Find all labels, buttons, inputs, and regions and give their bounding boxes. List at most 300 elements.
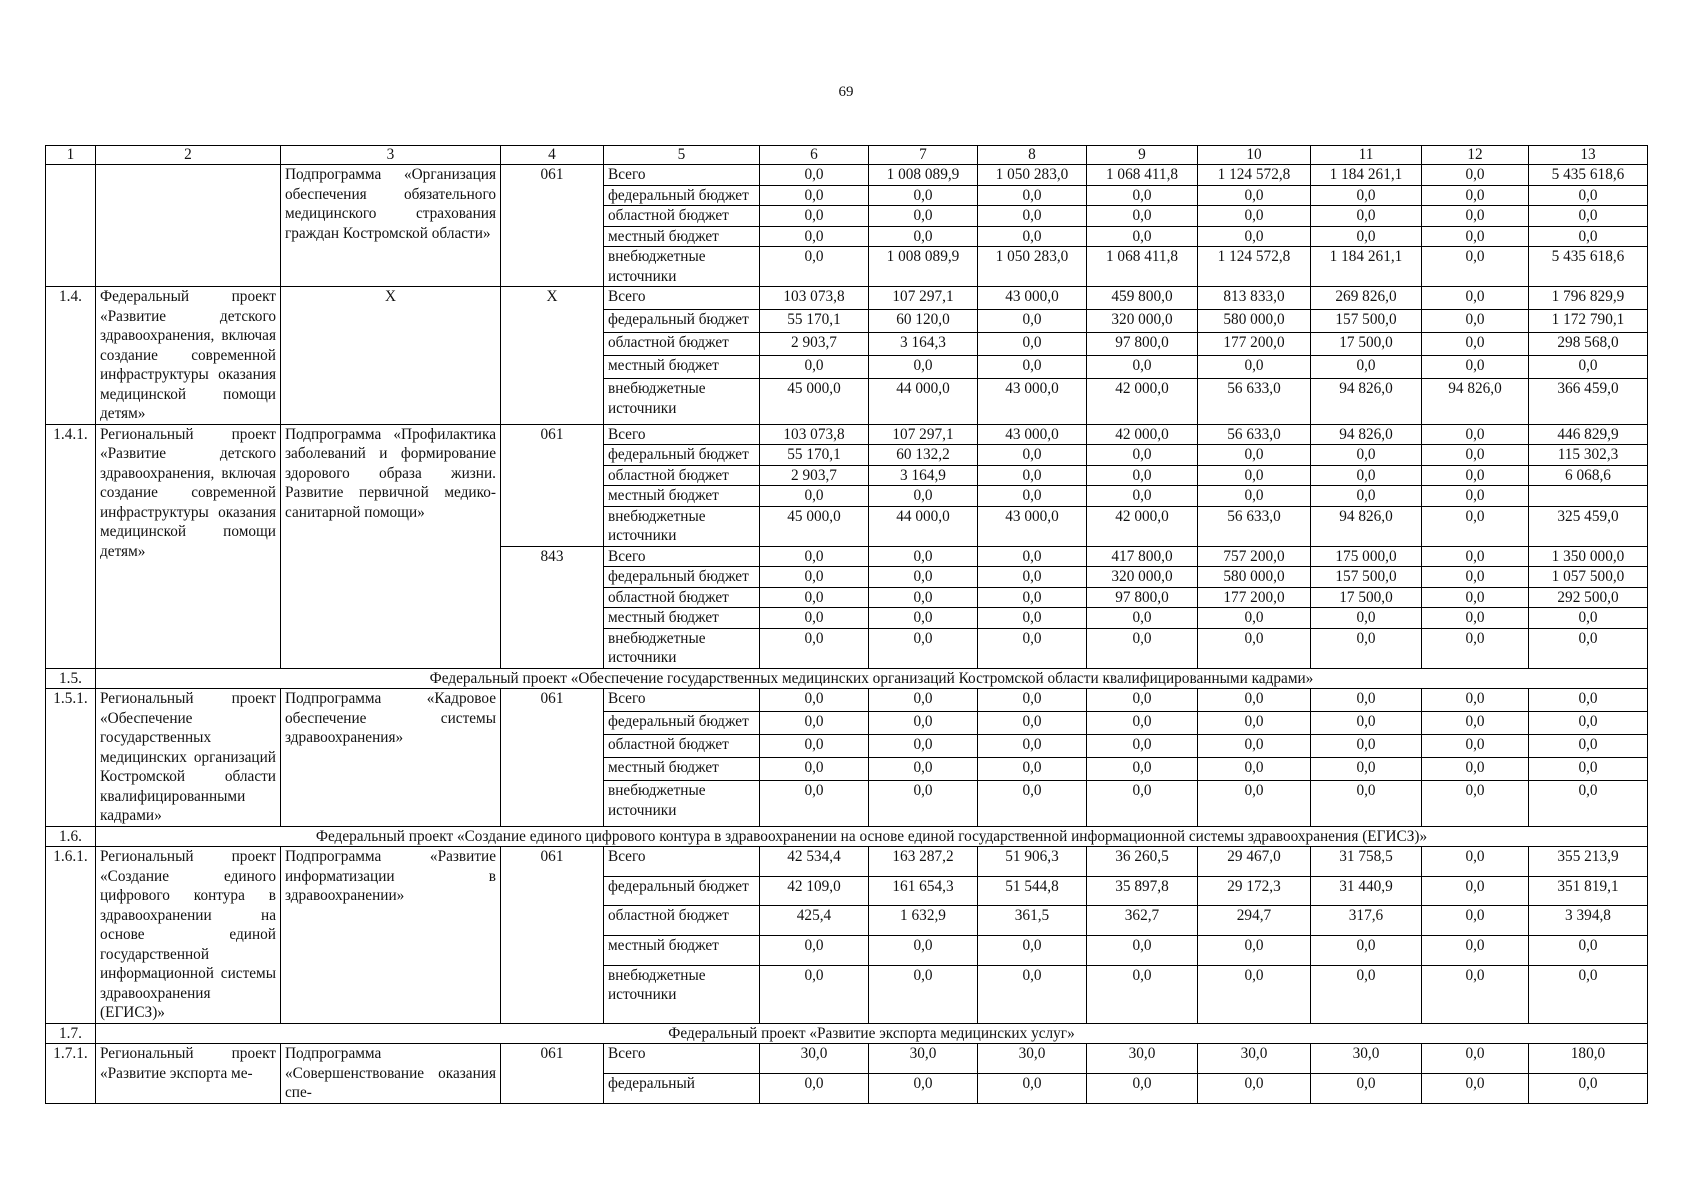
- table-cell: 94 826,0: [1422, 379, 1529, 424]
- table-cell: 17 500,0: [1311, 587, 1422, 608]
- table-cell: 0,0: [1087, 965, 1198, 1023]
- table-cell: 0,0: [760, 712, 869, 735]
- table-cell: 0,0: [1422, 876, 1529, 906]
- table-cell: 1 068 411,8: [1087, 165, 1198, 186]
- table-cell: 061: [501, 847, 604, 1024]
- table-cell: 0,0: [1422, 689, 1529, 712]
- table-cell: 1.7.1.: [46, 1044, 96, 1104]
- table-cell: внебюджетные источники: [604, 379, 760, 424]
- table-cell: 1.5.: [46, 668, 96, 689]
- table-cell: 0,0: [978, 310, 1087, 333]
- table-cell: 29 172,3: [1198, 876, 1311, 906]
- table-cell: федеральный бюджет: [604, 876, 760, 906]
- column-number: 13: [1529, 146, 1648, 165]
- column-number: 12: [1422, 146, 1529, 165]
- table-cell: 0,0: [869, 185, 978, 206]
- table-cell: 0,0: [760, 165, 869, 186]
- table-cell: 1 350 000,0: [1529, 546, 1648, 567]
- table-cell: 0,0: [1087, 206, 1198, 227]
- table-cell: 0,0: [1422, 424, 1529, 445]
- table-cell: 1 632,9: [869, 906, 978, 936]
- table-cell: 0,0: [978, 185, 1087, 206]
- table-cell: 1 184 261,1: [1311, 165, 1422, 186]
- table-cell: Федеральный проект «Развитие детского здравоохранения, включая создание современной инфраструктуры оказания медицинской помощи детям»: [96, 287, 281, 425]
- table-cell: 320 000,0: [1087, 310, 1198, 333]
- table-cell: внебюджетные источники: [604, 965, 760, 1023]
- table-row: [46, 287, 1648, 310]
- table-cell: 0,0: [869, 781, 978, 826]
- table-row: [46, 1044, 1648, 1074]
- column-number: 9: [1087, 146, 1198, 165]
- table-cell: 0,0: [869, 935, 978, 965]
- table-cell: 55 170,1: [760, 445, 869, 466]
- table-cell: 0,0: [978, 965, 1087, 1023]
- table-cell: 3 164,9: [869, 465, 978, 486]
- table-cell: 42 534,4: [760, 847, 869, 877]
- table-cell: 2 903,7: [760, 465, 869, 486]
- table-cell: 0,0: [869, 735, 978, 758]
- table-cell: 0,0: [1311, 735, 1422, 758]
- table-cell: 5 435 618,6: [1529, 247, 1648, 287]
- table-cell: 115 302,3: [1529, 445, 1648, 466]
- table-cell: федеральный бюджет: [604, 712, 760, 735]
- table-cell: 0,0: [978, 758, 1087, 781]
- table-cell: 0,0: [869, 689, 978, 712]
- table-cell: 362,7: [1087, 906, 1198, 936]
- table-cell: 0,0: [1311, 965, 1422, 1023]
- table-cell: 1 124 572,8: [1198, 247, 1311, 287]
- table-cell: 175 000,0: [1311, 546, 1422, 567]
- table-cell: 1 796 829,9: [1529, 287, 1648, 310]
- table-cell: 30,0: [1087, 1044, 1198, 1074]
- table-cell: 0,0: [1087, 356, 1198, 379]
- table-cell: 51 544,8: [978, 876, 1087, 906]
- table-cell: областной бюджет: [604, 587, 760, 608]
- table-cell: [96, 165, 281, 287]
- table-cell: 0,0: [1087, 1073, 1198, 1103]
- table-cell: 0,0: [1529, 608, 1648, 629]
- table-cell: 177 200,0: [1198, 333, 1311, 356]
- table-cell: 0,0: [978, 608, 1087, 629]
- table-cell: 157 500,0: [1311, 567, 1422, 588]
- table-cell: [46, 165, 96, 287]
- table-cell: X: [501, 287, 604, 425]
- table-cell: 0,0: [1422, 628, 1529, 668]
- table-cell: 0,0: [1311, 465, 1422, 486]
- table-cell: 0,0: [1529, 758, 1648, 781]
- table-cell: 0,0: [760, 608, 869, 629]
- table-cell: Всего: [604, 546, 760, 567]
- table-cell: Всего: [604, 165, 760, 186]
- table-cell: 446 829,9: [1529, 424, 1648, 445]
- table-body: [46, 165, 1648, 1104]
- table-cell: 0,0: [978, 735, 1087, 758]
- table-cell: 0,0: [760, 628, 869, 668]
- table-cell: 0,0: [1087, 712, 1198, 735]
- table-cell: 0,0: [869, 206, 978, 227]
- table-cell: 294,7: [1198, 906, 1311, 936]
- table-cell: 0,0: [869, 226, 978, 247]
- table-cell: 1 050 283,0: [978, 165, 1087, 186]
- section-title-cell: Федеральный проект «Обеспечение государственных медицинских организаций Костромской области квалифицированными кадрами»: [96, 668, 1648, 689]
- table-cell: 0,0: [1198, 758, 1311, 781]
- table-cell: 0,0: [869, 356, 978, 379]
- table-cell: 94 826,0: [1311, 506, 1422, 546]
- table-cell: 180,0: [1529, 1044, 1648, 1074]
- table-cell: 0,0: [1529, 735, 1648, 758]
- table-cell: 0,0: [1422, 226, 1529, 247]
- table-cell: 1.5.1.: [46, 689, 96, 827]
- table-cell: 061: [501, 424, 604, 546]
- table-cell: 0,0: [1087, 185, 1198, 206]
- table-cell: 0,0: [1422, 965, 1529, 1023]
- table-cell: 42 000,0: [1087, 506, 1198, 546]
- table-cell: 107 297,1: [869, 287, 978, 310]
- table-cell: 0,0: [760, 486, 869, 507]
- table-cell: 0,0: [1311, 356, 1422, 379]
- table-cell: Всего: [604, 689, 760, 712]
- table-cell: 0,0: [1198, 689, 1311, 712]
- table-cell: Подпрограмма «Совершенствование оказания спе-: [281, 1044, 501, 1104]
- table-cell: 1.4.1.: [46, 424, 96, 668]
- table-cell: местный бюджет: [604, 608, 760, 629]
- table-cell: Региональный проект «Обеспечение государственных медицинских организаций Костромской области квалифицированными кадрами»: [96, 689, 281, 827]
- table-cell: 0,0: [978, 712, 1087, 735]
- table-cell: 0,0: [1087, 486, 1198, 507]
- table-cell: 580 000,0: [1198, 310, 1311, 333]
- section-title-cell: Федеральный проект «Развитие экспорта медицинских услуг»: [96, 1023, 1648, 1044]
- table-cell: 0,0: [1422, 1044, 1529, 1074]
- table-cell: 0,0: [869, 587, 978, 608]
- table-cell: 366 459,0: [1529, 379, 1648, 424]
- table-cell: 43 000,0: [978, 287, 1087, 310]
- table-cell: 0,0: [1422, 486, 1529, 507]
- table-cell: 1 050 283,0: [978, 247, 1087, 287]
- table-header: [46, 146, 1648, 165]
- table-cell: 43 000,0: [978, 379, 1087, 424]
- table-cell: внебюджетные источники: [604, 628, 760, 668]
- table-cell: местный бюджет: [604, 486, 760, 507]
- table-cell: 0,0: [1311, 608, 1422, 629]
- table-cell: 0,0: [1311, 758, 1422, 781]
- table-cell: 0,0: [1311, 226, 1422, 247]
- table-cell: 0,0: [1422, 735, 1529, 758]
- table-cell: областной бюджет: [604, 465, 760, 486]
- table-row: [46, 826, 1648, 847]
- table-cell: 0,0: [1422, 287, 1529, 310]
- table-cell: 30,0: [869, 1044, 978, 1074]
- table-cell: 0,0: [1422, 333, 1529, 356]
- table-cell: 0,0: [1422, 587, 1529, 608]
- table-cell: Региональный проект «Развитие детского здравоохранения, включая создание современной инфраструктуры оказания медицинской помощи детям»: [96, 424, 281, 668]
- table-cell: 0,0: [978, 546, 1087, 567]
- table-cell: 0,0: [978, 935, 1087, 965]
- table-cell: 0,0: [1087, 689, 1198, 712]
- table-cell: 55 170,1: [760, 310, 869, 333]
- table-cell: 0,0: [1087, 445, 1198, 466]
- table-cell: 0,0: [1087, 758, 1198, 781]
- table-cell: 061: [501, 689, 604, 827]
- column-number: 1: [46, 146, 96, 165]
- page-number: 69: [838, 84, 854, 100]
- table-cell: 0,0: [760, 226, 869, 247]
- table-cell: 1 008 089,9: [869, 247, 978, 287]
- table-cell: федеральный бюджет: [604, 310, 760, 333]
- table-cell: 0,0: [1198, 965, 1311, 1023]
- table-cell: 1.7.: [46, 1023, 96, 1044]
- table-cell: Всего: [604, 424, 760, 445]
- table-cell: 0,0: [1422, 506, 1529, 546]
- column-number: 7: [869, 146, 978, 165]
- table-cell: 35 897,8: [1087, 876, 1198, 906]
- table-cell: 459 800,0: [1087, 287, 1198, 310]
- table-cell: 43 000,0: [978, 506, 1087, 546]
- table-cell: 0,0: [1422, 608, 1529, 629]
- table-cell: 0,0: [1422, 712, 1529, 735]
- table-cell: 0,0: [760, 356, 869, 379]
- table-cell: 325 459,0: [1529, 506, 1648, 546]
- table-cell: 0,0: [1422, 206, 1529, 227]
- table-cell: 0,0: [869, 1073, 978, 1103]
- table-cell: 0,0: [1198, 226, 1311, 247]
- table-cell: 0,0: [1422, 935, 1529, 965]
- table-cell: 42 000,0: [1087, 424, 1198, 445]
- table-cell: 0,0: [1198, 628, 1311, 668]
- table-cell: 0,0: [1422, 465, 1529, 486]
- table-cell: 0,0: [1198, 206, 1311, 227]
- table-cell: 0,0: [1422, 356, 1529, 379]
- table-cell: 31 440,9: [1311, 876, 1422, 906]
- table-cell: 0,0: [1529, 628, 1648, 668]
- column-number: 4: [501, 146, 604, 165]
- table-row: [46, 847, 1648, 877]
- table-cell: внебюджетные источники: [604, 506, 760, 546]
- table-cell: 0,0: [1311, 628, 1422, 668]
- table-cell: 56 633,0: [1198, 379, 1311, 424]
- table-cell: 42 000,0: [1087, 379, 1198, 424]
- table-cell: 1 172 790,1: [1529, 310, 1648, 333]
- table-cell: 0,0: [1198, 445, 1311, 466]
- table-cell: 351 819,1: [1529, 876, 1648, 906]
- table-cell: 0,0: [1422, 445, 1529, 466]
- table-cell: 30,0: [978, 1044, 1087, 1074]
- table-cell: 0,0: [1198, 185, 1311, 206]
- table-cell: 163 287,2: [869, 847, 978, 877]
- table-cell: 0,0: [1087, 935, 1198, 965]
- table-cell: 0,0: [760, 758, 869, 781]
- table-cell: 0,0: [1311, 712, 1422, 735]
- table-cell: 0,0: [1198, 712, 1311, 735]
- table-cell: 3 164,3: [869, 333, 978, 356]
- table-cell: 0,0: [1087, 735, 1198, 758]
- table-cell: 320 000,0: [1087, 567, 1198, 588]
- table-cell: 107 297,1: [869, 424, 978, 445]
- table-cell: 0,0: [1422, 185, 1529, 206]
- table-cell: 317,6: [1311, 906, 1422, 936]
- table-cell: 0,0: [1529, 1073, 1648, 1103]
- table-cell: 0,0: [1198, 356, 1311, 379]
- table-cell: 42 109,0: [760, 876, 869, 906]
- table-cell: местный бюджет: [604, 758, 760, 781]
- table-cell: 1.4.: [46, 287, 96, 425]
- column-number: 3: [281, 146, 501, 165]
- table-cell: 0,0: [978, 781, 1087, 826]
- section-title-cell: Федеральный проект «Создание единого цифрового контура в здравоохранении на основе единой государственной информационной системы здравоохранения (ЕГИСЗ)»: [96, 826, 1648, 847]
- table-cell: 361,5: [978, 906, 1087, 936]
- table-cell: 0,0: [1198, 486, 1311, 507]
- table-cell: 0,0: [869, 546, 978, 567]
- column-number: 5: [604, 146, 760, 165]
- table-cell: 1 068 411,8: [1087, 247, 1198, 287]
- column-number: 11: [1311, 146, 1422, 165]
- table-cell: 0,0: [1198, 608, 1311, 629]
- table-cell: [1529, 486, 1648, 507]
- table-cell: 0,0: [978, 689, 1087, 712]
- table-cell: 30,0: [760, 1044, 869, 1074]
- table-cell: 0,0: [1311, 1073, 1422, 1103]
- table-cell: 36 260,5: [1087, 847, 1198, 877]
- table-cell: 60 132,2: [869, 445, 978, 466]
- table-cell: 0,0: [1529, 965, 1648, 1023]
- table-cell: 177 200,0: [1198, 587, 1311, 608]
- table-cell: 757 200,0: [1198, 546, 1311, 567]
- table-cell: 292 500,0: [1529, 587, 1648, 608]
- table-cell: Подпрограмма «Развитие информатизации в здравоохранении»: [281, 847, 501, 1024]
- column-number: 8: [978, 146, 1087, 165]
- table-cell: 0,0: [1422, 310, 1529, 333]
- table-row: [46, 689, 1648, 712]
- table-cell: Подпрограмма «Организация обеспечения обязательного медицинского страхования граждан Костромской области»: [281, 165, 501, 287]
- table-cell: 0,0: [760, 587, 869, 608]
- table-cell: 425,4: [760, 906, 869, 936]
- table-cell: 103 073,8: [760, 424, 869, 445]
- table-cell: 0,0: [1311, 185, 1422, 206]
- table-cell: Подпрограмма «Профилактика заболеваний и формирование здорового образа жизни. Развитие первичной медико-санитарной помощи»: [281, 424, 501, 668]
- table-cell: 0,0: [1311, 689, 1422, 712]
- table-cell: 0,0: [1087, 628, 1198, 668]
- table-cell: 6 068,6: [1529, 465, 1648, 486]
- table-cell: 0,0: [978, 567, 1087, 588]
- table-cell: 1 124 572,8: [1198, 165, 1311, 186]
- table-cell: областной бюджет: [604, 906, 760, 936]
- table-cell: внебюджетные источники: [604, 247, 760, 287]
- table-cell: 417 800,0: [1087, 546, 1198, 567]
- table-cell: 0,0: [978, 465, 1087, 486]
- table-cell: 269 826,0: [1311, 287, 1422, 310]
- table-cell: 0,0: [760, 935, 869, 965]
- table-cell: X: [281, 287, 501, 425]
- table-cell: внебюджетные источники: [604, 781, 760, 826]
- table-cell: 0,0: [978, 226, 1087, 247]
- table-cell: 0,0: [1198, 1073, 1311, 1103]
- table-cell: 0,0: [760, 1073, 869, 1103]
- table-cell: 0,0: [1422, 758, 1529, 781]
- table-cell: 0,0: [760, 965, 869, 1023]
- table-cell: 0,0: [1311, 206, 1422, 227]
- table-cell: 0,0: [978, 206, 1087, 227]
- table-cell: Региональный проект «Развитие экспорта ме-: [96, 1044, 281, 1104]
- table-cell: федеральный бюджет: [604, 185, 760, 206]
- table-cell: Всего: [604, 1044, 760, 1074]
- table-cell: 580 000,0: [1198, 567, 1311, 588]
- column-number: 6: [760, 146, 869, 165]
- table-cell: 0,0: [869, 712, 978, 735]
- table-cell: 813 833,0: [1198, 287, 1311, 310]
- table-cell: 0,0: [869, 965, 978, 1023]
- table-cell: 5 435 618,6: [1529, 165, 1648, 186]
- table-cell: областной бюджет: [604, 735, 760, 758]
- column-number: 10: [1198, 146, 1311, 165]
- table-cell: 0,0: [978, 356, 1087, 379]
- table-cell: 0,0: [978, 486, 1087, 507]
- table-cell: местный бюджет: [604, 356, 760, 379]
- table-cell: 29 467,0: [1198, 847, 1311, 877]
- table-cell: 0,0: [1529, 356, 1648, 379]
- table-cell: 0,0: [1529, 206, 1648, 227]
- table-cell: 0,0: [869, 486, 978, 507]
- budget-table: [45, 145, 1648, 1104]
- table-cell: 0,0: [1311, 486, 1422, 507]
- table-cell: 103 073,8: [760, 287, 869, 310]
- table-cell: 0,0: [760, 247, 869, 287]
- table-cell: 0,0: [760, 735, 869, 758]
- table-cell: 31 758,5: [1311, 847, 1422, 877]
- table-cell: 0,0: [1087, 781, 1198, 826]
- table-cell: 0,0: [1422, 165, 1529, 186]
- table-cell: 0,0: [760, 185, 869, 206]
- table-cell: 0,0: [1529, 935, 1648, 965]
- table-cell: 0,0: [1529, 185, 1648, 206]
- table-cell: 97 800,0: [1087, 333, 1198, 356]
- table-cell: 2 903,7: [760, 333, 869, 356]
- table-cell: 17 500,0: [1311, 333, 1422, 356]
- table-cell: 0,0: [869, 608, 978, 629]
- table-cell: 0,0: [1422, 247, 1529, 287]
- table-cell: 161 654,3: [869, 876, 978, 906]
- table-cell: 0,0: [1422, 546, 1529, 567]
- table-cell: 843: [501, 546, 604, 668]
- table-cell: 0,0: [1198, 781, 1311, 826]
- table-cell: 1.6.: [46, 826, 96, 847]
- table-cell: местный бюджет: [604, 226, 760, 247]
- column-number: 2: [96, 146, 281, 165]
- table-row: [46, 165, 1648, 186]
- table-cell: 1 184 261,1: [1311, 247, 1422, 287]
- table-row: [46, 668, 1648, 689]
- table-cell: 355 213,9: [1529, 847, 1648, 877]
- table-cell: 0,0: [760, 689, 869, 712]
- table-cell: 0,0: [1529, 781, 1648, 826]
- table-cell: 0,0: [1529, 226, 1648, 247]
- table-cell: 45 000,0: [760, 379, 869, 424]
- table-cell: 061: [501, 165, 604, 287]
- table-cell: 0,0: [869, 758, 978, 781]
- table-cell: 0,0: [1087, 465, 1198, 486]
- table-cell: 0,0: [760, 546, 869, 567]
- table-cell: областной бюджет: [604, 333, 760, 356]
- table-cell: 0,0: [1422, 781, 1529, 826]
- table-cell: 0,0: [1087, 608, 1198, 629]
- table-cell: 157 500,0: [1311, 310, 1422, 333]
- table-cell: 0,0: [1087, 226, 1198, 247]
- table-cell: 0,0: [1529, 689, 1648, 712]
- table-cell: 0,0: [1422, 906, 1529, 936]
- table-cell: 56 633,0: [1198, 506, 1311, 546]
- table-cell: 56 633,0: [1198, 424, 1311, 445]
- table-cell: 0,0: [1198, 935, 1311, 965]
- table-cell: 97 800,0: [1087, 587, 1198, 608]
- table-cell: местный бюджет: [604, 935, 760, 965]
